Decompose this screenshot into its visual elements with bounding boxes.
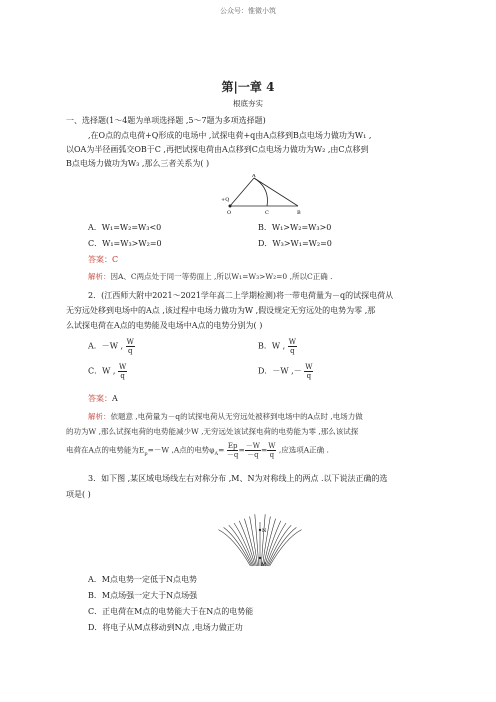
label-n: N	[262, 528, 267, 534]
q3-option-a[interactable]: A．M点电势一定低于N点电势	[88, 575, 197, 584]
field-line	[270, 530, 302, 566]
q3-figure	[214, 508, 304, 570]
point-m	[259, 557, 261, 559]
label-o: O	[227, 210, 232, 216]
q2-exp-3c: =	[218, 445, 225, 455]
field-line	[261, 514, 265, 566]
q1-line3: B点电场力做功为W₃ ,那么三者关系为( )	[66, 159, 210, 168]
point-n	[259, 529, 261, 531]
q2-exp-label: 解析：	[88, 412, 111, 421]
frac-den: －q	[247, 451, 259, 459]
q1-exp-label: 解析：	[88, 272, 111, 281]
q2-opt-d-text: D．－W ,－	[258, 366, 302, 376]
q3-line1: 3．如下图 ,某区域电场线左右对称分布 ,M、N为对称线上的两点 .以下说法正确的选	[88, 474, 388, 483]
q2-opt-d-frac	[304, 363, 313, 380]
q1-option-d[interactable]: D．W₃>W₁=W₂=0	[258, 239, 332, 248]
q2-line2: 无穷远处移到电场中的A点 ,该过程中电场力做功为W ,假设规定无穷远处的电势为零 ,那	[66, 306, 376, 315]
frac-den: －q	[226, 451, 239, 459]
point-o	[229, 205, 232, 208]
q2-exp-sub: p	[144, 451, 148, 457]
q2-exp-line3	[66, 442, 329, 461]
label-c: C	[265, 210, 269, 216]
q2-opt-c-text: C．W ,	[88, 366, 116, 376]
q2-answer	[88, 393, 118, 404]
section-heading: 一、选择题(1～4题为单项选择题 ,5～7题为多项选择题)	[66, 116, 266, 125]
q1-option-a[interactable]: A．W₁=W₂=W₃<0	[88, 223, 162, 232]
frac-num: W	[305, 363, 313, 371]
q2-option-a[interactable]	[88, 338, 135, 355]
q3-option-c[interactable]: C．正电荷在M点的电势能大于在N点的电势能	[88, 607, 254, 616]
q2-option-b[interactable]	[258, 338, 297, 355]
q3-line2: 项是( )	[66, 490, 91, 499]
q1-figure	[218, 174, 310, 218]
q2-exp-frac1	[227, 442, 239, 459]
frac-den: q	[269, 451, 275, 459]
frac-den: q	[306, 372, 312, 380]
q2-line1: 2．(江西师大附中2021～2021学年高二上学期检测)将一带电荷量为－q的试探电荷从	[88, 291, 394, 300]
q2-exp-sub2: A	[214, 451, 219, 457]
q3-option-b[interactable]: B．M点场强一定大于N点场强	[88, 591, 198, 600]
frac-den: q	[290, 347, 295, 355]
q2-option-d[interactable]	[258, 363, 313, 380]
field-line	[266, 523, 286, 566]
q1-line2: 以OA为半径画弧交OB于C ,再把试探电荷由A点移到C点电场力做功为W₂ ,由C点移到	[66, 145, 369, 154]
frac-num: W	[268, 442, 276, 450]
q2-opt-b-frac	[288, 338, 297, 355]
section-subtitle: 根底夯实	[233, 99, 263, 108]
line-ab	[254, 178, 298, 206]
chapter-title: 第|一章 4	[221, 80, 275, 94]
q2-line3: 么试探电荷在A点的电势能及电场中A点的电势分别为( )	[66, 321, 263, 330]
q2-opt-a-frac	[126, 338, 135, 355]
frac-num: W	[118, 363, 127, 371]
q1-line1: ,在O点的点电荷+Q形成的电场中 ,试探电荷+q由A点移到B点电场力做功为W₁ ,	[88, 131, 372, 140]
q2-opt-b-text: B．W ,	[258, 341, 286, 351]
label-a: A	[252, 174, 256, 179]
q1-option-b[interactable]: B．W₁>W₂=W₃>0	[258, 223, 332, 232]
field-line	[255, 514, 259, 566]
q2-exp-eq: =	[260, 445, 268, 455]
q2-option-c[interactable]	[88, 363, 127, 380]
label-m: M	[261, 562, 267, 568]
q2-exp-3b: =－W ,A点的电势φ	[147, 445, 215, 455]
frac-num: W	[126, 338, 134, 346]
q1-option-c[interactable]: C．W₁=W₃>W₂=0	[88, 239, 162, 248]
q3-option-d[interactable]: D．将电子从M点移动到N点 ,电场力做正功	[88, 623, 243, 632]
frac-num: －W	[245, 442, 260, 450]
q1-exp-text: 因A、C两点处于同一等势面上 ,所以W₁=W₃>W₂=0 ,所以C正确 .	[110, 272, 333, 281]
q2-exp-3a: 电荷在A点的电势能为E	[66, 445, 145, 455]
q2-opt-c-frac	[118, 363, 127, 380]
q2-exp-line2: 的功为W ,那么试探电荷的电势能减少W ,无穷远处该试探电荷的电势能为零 ,那么该试探	[66, 427, 359, 436]
q1-answer: 答案：C	[88, 255, 119, 264]
q2-exp-tail: ,应选项A正确 .	[276, 445, 329, 455]
field-line	[218, 530, 250, 566]
q1-explanation	[88, 270, 332, 283]
label-plusq: +Q	[221, 197, 230, 203]
q2-opt-a-text: A．－W ,	[88, 341, 124, 351]
line-oa	[230, 178, 254, 206]
q2-exp-frac2	[245, 442, 261, 459]
q2-answer-label: 答案：	[88, 394, 112, 403]
q2-exp-eq: =	[238, 445, 245, 455]
q2-exp-text1: 依题意 ,电荷量为－q的试探电荷从无穷远处被移到电场中的A点时 ,电场力做	[110, 412, 363, 421]
page-header: 公众号：惟微小筑	[220, 7, 276, 15]
frac-num: W	[288, 338, 296, 346]
field-line	[234, 523, 254, 566]
label-b: B	[297, 210, 301, 216]
frac-num: Ep	[227, 442, 238, 450]
q2-answer-value: A	[112, 394, 118, 403]
q2-exp-line1	[88, 410, 363, 423]
frac-den: q	[128, 347, 133, 355]
frac-den: q	[120, 372, 125, 380]
